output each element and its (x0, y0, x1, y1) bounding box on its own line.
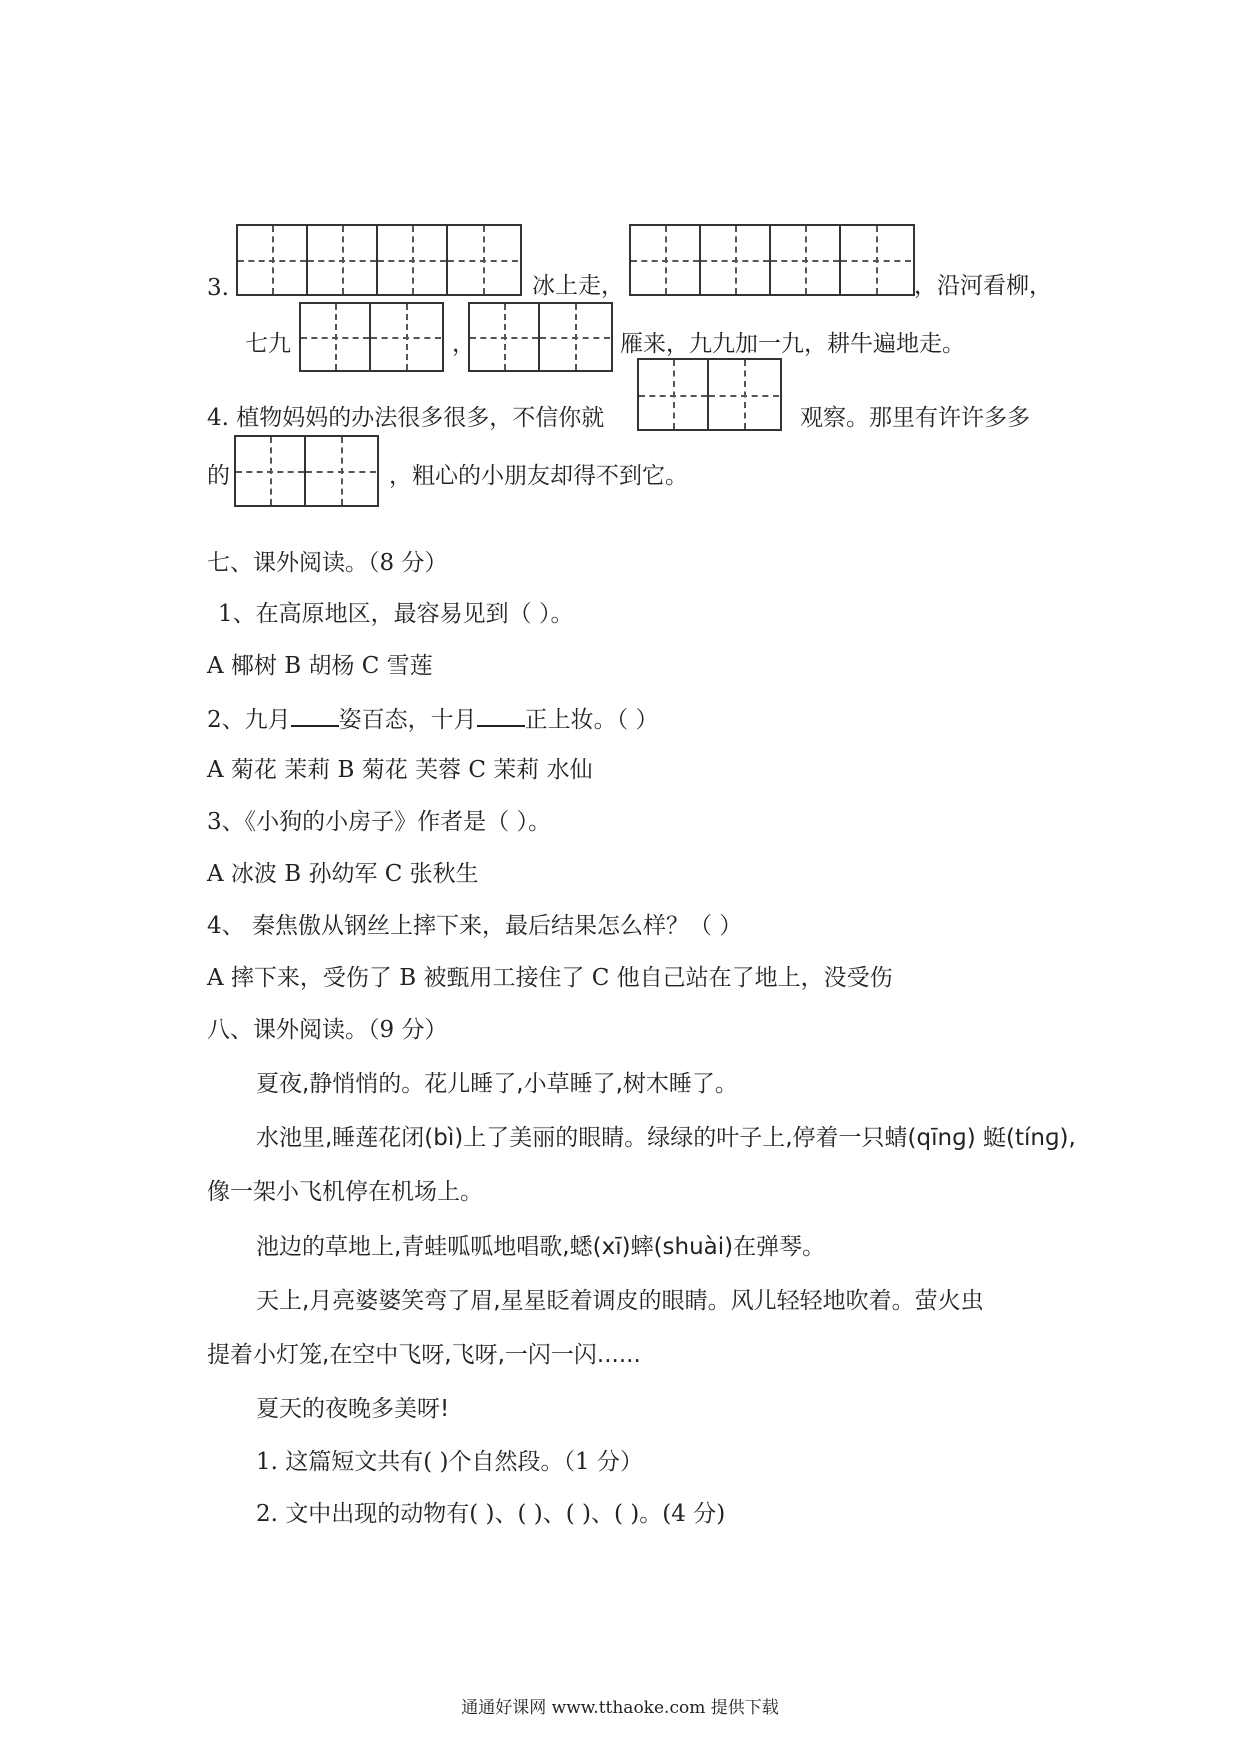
tianzige-grid (236, 224, 522, 296)
section8-q1: 1. 这篇短文共有( )个自然段。（1 分） (256, 1449, 643, 1475)
q3-text-1: 冰上走， (532, 273, 624, 299)
tianzige-grid (299, 302, 444, 372)
section7-q2-part2: 姿百态，十月 (338, 707, 477, 733)
section7-q3: 3、《小狗的小房子》作者是（ ）。 (207, 809, 551, 835)
section7-q1-options: A 椰树 B 胡杨 C 雪莲 (207, 653, 433, 679)
q3-text-2: ，沿河看柳， (914, 273, 1052, 299)
tianzige-grid (629, 224, 915, 296)
section7-q3-options: A 冰波 B 孙幼军 C 张秋生 (207, 861, 479, 887)
q4-text-1: 4. 植物妈妈的办法很多很多，不信你就 (207, 405, 605, 431)
section8-q2: 2. 文中出现的动物有( )、( )、( )、( )。(4 分) (256, 1501, 726, 1527)
passage-paragraph-4-cont: 提着小灯笼,在空中飞呀,飞呀,一闪一闪...... (207, 1342, 641, 1368)
section7-q2 (207, 703, 658, 735)
q3-line2-prefix: 七九 (245, 331, 291, 357)
section7-heading: 七、课外阅读。（8 分） (207, 550, 448, 576)
passage-paragraph-2: 水池里,睡莲花闭(bì)上了美丽的眼睛。绿绿的叶子上,停着一只蜻(qīnɡ) 蜓(tínɡ), (256, 1125, 1076, 1151)
section7-q2-part3: 正上妆。（ ） (524, 707, 659, 733)
section8-heading: 八、课外阅读。（9 分） (207, 1017, 448, 1043)
section7-q2-part1: 2、九月 (207, 707, 291, 733)
tianzige-grid (637, 358, 782, 431)
page-footer: 通通好课网 www.tthaoke.com 提供下载 (461, 1698, 779, 1718)
q4-text-2: 观察。那里有许许多多 (800, 405, 1030, 431)
passage-paragraph-4: 天上,月亮婆婆笑弯了眉,星星眨着调皮的眼睛。风儿轻轻地吹着。萤火虫 (256, 1288, 984, 1314)
section7-q4: 4、 秦焦傲从钢丝上摔下来，最后结果怎么样？（ ） (207, 913, 743, 939)
q4-line2-prefix: 的 (207, 463, 230, 489)
q3-number: 3. (207, 275, 229, 301)
section7-q2-options: A 菊花 茉莉 B 菊花 芙蓉 C 茉莉 水仙 (207, 757, 593, 783)
fill-blank (291, 703, 339, 727)
passage-paragraph-3: 池边的草地上,青蛙呱呱地唱歌,蟋(xī)蟀(shuài)在弹琴。 (256, 1234, 826, 1260)
section7-q1: 1、在高原地区，最容易见到（ ）。 (218, 601, 574, 627)
tianzige-grid (234, 435, 379, 507)
q4-line2-text: ，粗心的小朋友却得不到它。 (389, 463, 688, 489)
section7-q4-options: A 摔下来，受伤了 B 被甄用工接住了 C 他自己站在了地上，没受伤 (207, 965, 893, 991)
tianzige-grid (468, 302, 613, 372)
q3-line2-comma: ， (452, 331, 475, 357)
fill-blank (477, 703, 525, 727)
passage-paragraph-2-cont: 像一架小飞机停在机场上。 (207, 1179, 483, 1205)
passage-paragraph-1: 夏夜,静悄悄的。花儿睡了,小草睡了,树木睡了。 (256, 1071, 738, 1097)
q3-line2-text: 雁来，九九加一九，耕牛遍地走。 (620, 331, 965, 357)
passage-paragraph-5: 夏天的夜晚多美呀! (256, 1396, 450, 1422)
